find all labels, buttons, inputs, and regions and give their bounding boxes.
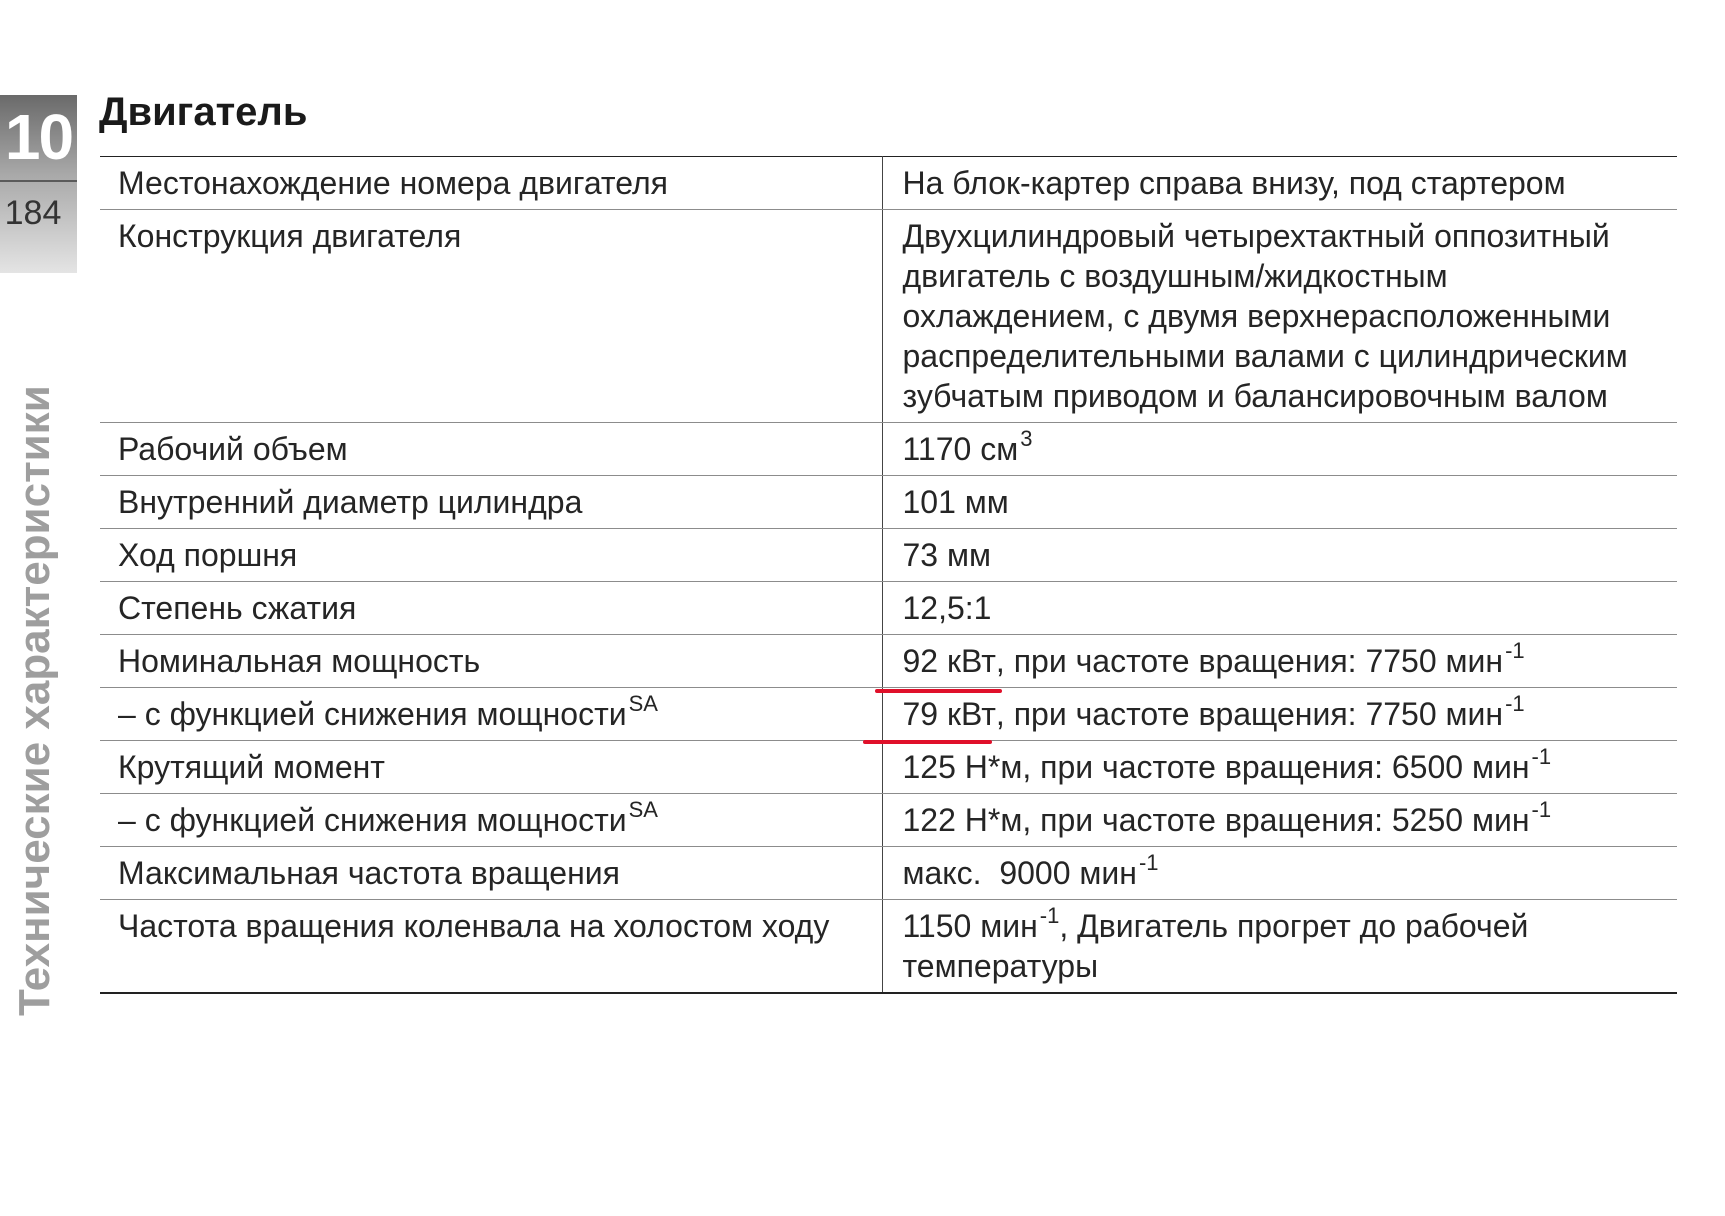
param-cell: [100, 210, 882, 423]
value-cell: [882, 688, 1677, 741]
value-text: , при частоте вращения: 7750 мин: [995, 643, 1504, 679]
value-text: макс. 9000 мин: [902, 855, 1137, 891]
highlighted-value: [903, 643, 996, 679]
chapter-number: 10: [4, 101, 73, 173]
param-cell: [100, 423, 882, 476]
param-cell: [100, 794, 882, 847]
value-cell: [882, 794, 1677, 847]
value-cell: [882, 529, 1677, 582]
value-text: Двухцилиндровый четырехтактный оппозитный двигатель с воздушным/жидкостным охлаждением, с двумя верхнерасположенными распределительными валами с цилиндрическим зубчатым приводом и балансировочным валом: [902, 218, 1628, 414]
value-superscript: -1: [1039, 903, 1060, 928]
value-text: 101 мм: [902, 484, 1009, 520]
table-row: [100, 741, 1677, 794]
table-row: [100, 900, 1677, 994]
red-underline-mark: [875, 689, 1002, 693]
param-label: Ход поршня: [118, 537, 298, 573]
highlighted-text: 92 кВт: [902, 643, 996, 679]
value-superscript: -1: [1531, 797, 1552, 822]
table-row: [100, 157, 1677, 210]
side-chapter-title: Технические характеристики: [10, 385, 59, 1016]
value-cell: [882, 900, 1677, 994]
table-row: [100, 476, 1677, 529]
param-cell: [100, 635, 882, 688]
param-cell: [100, 688, 882, 741]
value-text-continued: , Двигатель прогрет до рабочей температуры: [902, 908, 1529, 984]
param-cell: [100, 476, 882, 529]
value-cell: [882, 157, 1677, 210]
param-label: – с функцией снижения мощности: [118, 802, 627, 838]
value-superscript: -1: [1531, 744, 1552, 769]
section-title: Двигатель: [99, 90, 308, 134]
param-label: Номинальная мощность: [118, 643, 481, 679]
param-label: Крутящий момент: [118, 749, 385, 785]
param-cell: [100, 900, 882, 994]
param-label: Максимальная частота вращения: [118, 855, 620, 891]
value-superscript: -1: [1505, 638, 1525, 663]
highlighted-text: 79 кВт: [902, 696, 996, 732]
engine-spec-table: [100, 156, 1677, 994]
value-superscript: -1: [1138, 850, 1159, 875]
value-cell: [882, 741, 1677, 794]
value-cell: [882, 423, 1677, 476]
value-text: , при частоте вращения: 7750 мин: [995, 696, 1504, 732]
param-cell: [100, 529, 882, 582]
value-cell: [882, 476, 1677, 529]
table-row: [100, 688, 1677, 741]
param-label: Степень сжатия: [118, 590, 357, 626]
value-superscript: 3: [1020, 426, 1033, 451]
table-row: [100, 423, 1677, 476]
value-text: 1150 мин: [902, 908, 1038, 944]
value-superscript: -1: [1505, 691, 1525, 716]
table-row: [100, 582, 1677, 635]
param-label: Рабочий объем: [118, 431, 348, 467]
value-text: На блок-картер справа внизу, под стартером: [902, 165, 1566, 201]
table-row: [100, 847, 1677, 900]
param-label: Частота вращения коленвала на холостом ходу: [118, 908, 830, 944]
param-cell: [100, 847, 882, 900]
value-text: 125 Н*м, при частоте вращения: 6500 мин: [902, 749, 1530, 785]
param-cell: [100, 582, 882, 635]
value-text: 1170 см: [902, 431, 1019, 467]
param-label: – с функцией снижения мощности: [118, 696, 627, 732]
param-superscript: SA: [628, 797, 658, 822]
param-cell: [100, 741, 882, 794]
value-text: 12,5:1: [902, 590, 992, 626]
page-number: 184: [4, 194, 62, 232]
table-row: [100, 794, 1677, 847]
value-cell: [882, 847, 1677, 900]
param-label: Местонахождение номера двигателя: [118, 165, 668, 201]
table-row: [100, 529, 1677, 582]
value-cell: [882, 582, 1677, 635]
param-label: Внутренний диаметр цилиндра: [118, 484, 583, 520]
value-cell: [882, 635, 1677, 688]
value-text: 122 Н*м, при частоте вращения: 5250 мин: [902, 802, 1530, 838]
tab-divider: [0, 180, 77, 182]
param-cell: [100, 157, 882, 210]
param-superscript: SA: [628, 691, 658, 716]
red-underline-mark: [863, 740, 992, 744]
highlighted-value: [903, 696, 996, 732]
value-text: 73 мм: [902, 537, 991, 573]
value-cell: [882, 210, 1677, 423]
table-row: [100, 635, 1677, 688]
table-row: [100, 210, 1677, 423]
param-label: Конструкция двигателя: [118, 218, 462, 254]
